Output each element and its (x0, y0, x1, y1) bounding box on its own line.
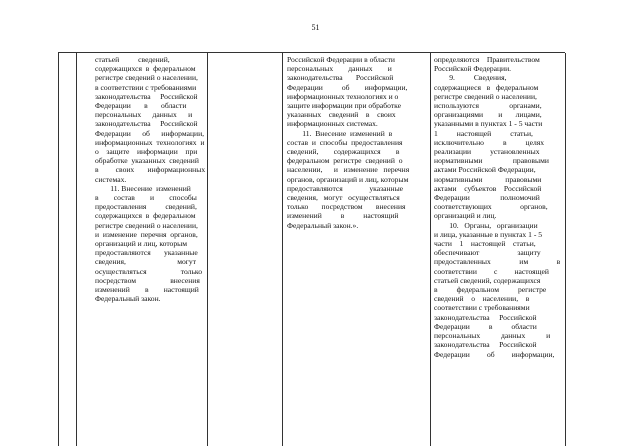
adopted-text-cell: определяются Правительством Российской Федерации. 9. Сведения, содержащиеся в федеральном регистре сведений о населении, используются органами, организациями и лицами, указанными в пунктах 1 - 5 части 1 настоящей статьи, исключительно в целях реализации установленных нормативными правовыми актами Российской Федерации, нормативными правовыми актами субъектов Российской Федерации полномочий соответствующих органов, организаций и лиц. 10. Органы, организации и лица, указанные в пунктах 1 - 5 части 1 настоящей статьи, обеспечивают защиту предоставленных им в соответствии с настоящей статьей сведений, содержащихся в федеральном регистре сведений о населении, в соответствии с требованиями законодательства Российской Федерации в области персональных данных и законодательства Российской Федерации об информации, (434, 55, 561, 359)
table-column-current-text (77, 53, 208, 446)
page-number: 51 (311, 23, 320, 32)
table-column-proposed-text (283, 53, 431, 446)
document-table (58, 52, 565, 446)
proposed-text-cell: Российской Федерации в области персональных данных и законодательства Российской Федерации об информации, информационных технологиях и о защите информации при обработке указанных сведений в своих информационных системах. 11. Внесение изменений в состав и способы предоставления сведений, содержащихся в федеральном регистре сведений о населении, и изменение перечня органов, организаций и лиц, которым предоставляются указанные сведения, могут осуществляться только посредством внесения изменений в настоящий Федеральный закон.». (287, 55, 410, 230)
table-column-notes (208, 53, 283, 446)
current-text-cell: статьей сведений, содержащихся в федеральном регистре сведений о населении, в соответствии с требованиями законодательства Российской Федерации в области персональных данных и законодательства Российской Федерации об информации, информационных технологиях и о защите информации при обработке указанных сведений в своих информационных системах. 11. Внесение изменений в состав и способы предоставления сведений, содержащихся в федеральном регистре сведений о населении, и изменение перечня органов, организаций и лиц, которым предоставляются указанные сведения, могут осуществляться только посредством внесения изменений в настоящий Федеральный закон. (95, 55, 206, 304)
table-column-adopted-text (431, 53, 566, 446)
table-column-number (59, 53, 77, 446)
